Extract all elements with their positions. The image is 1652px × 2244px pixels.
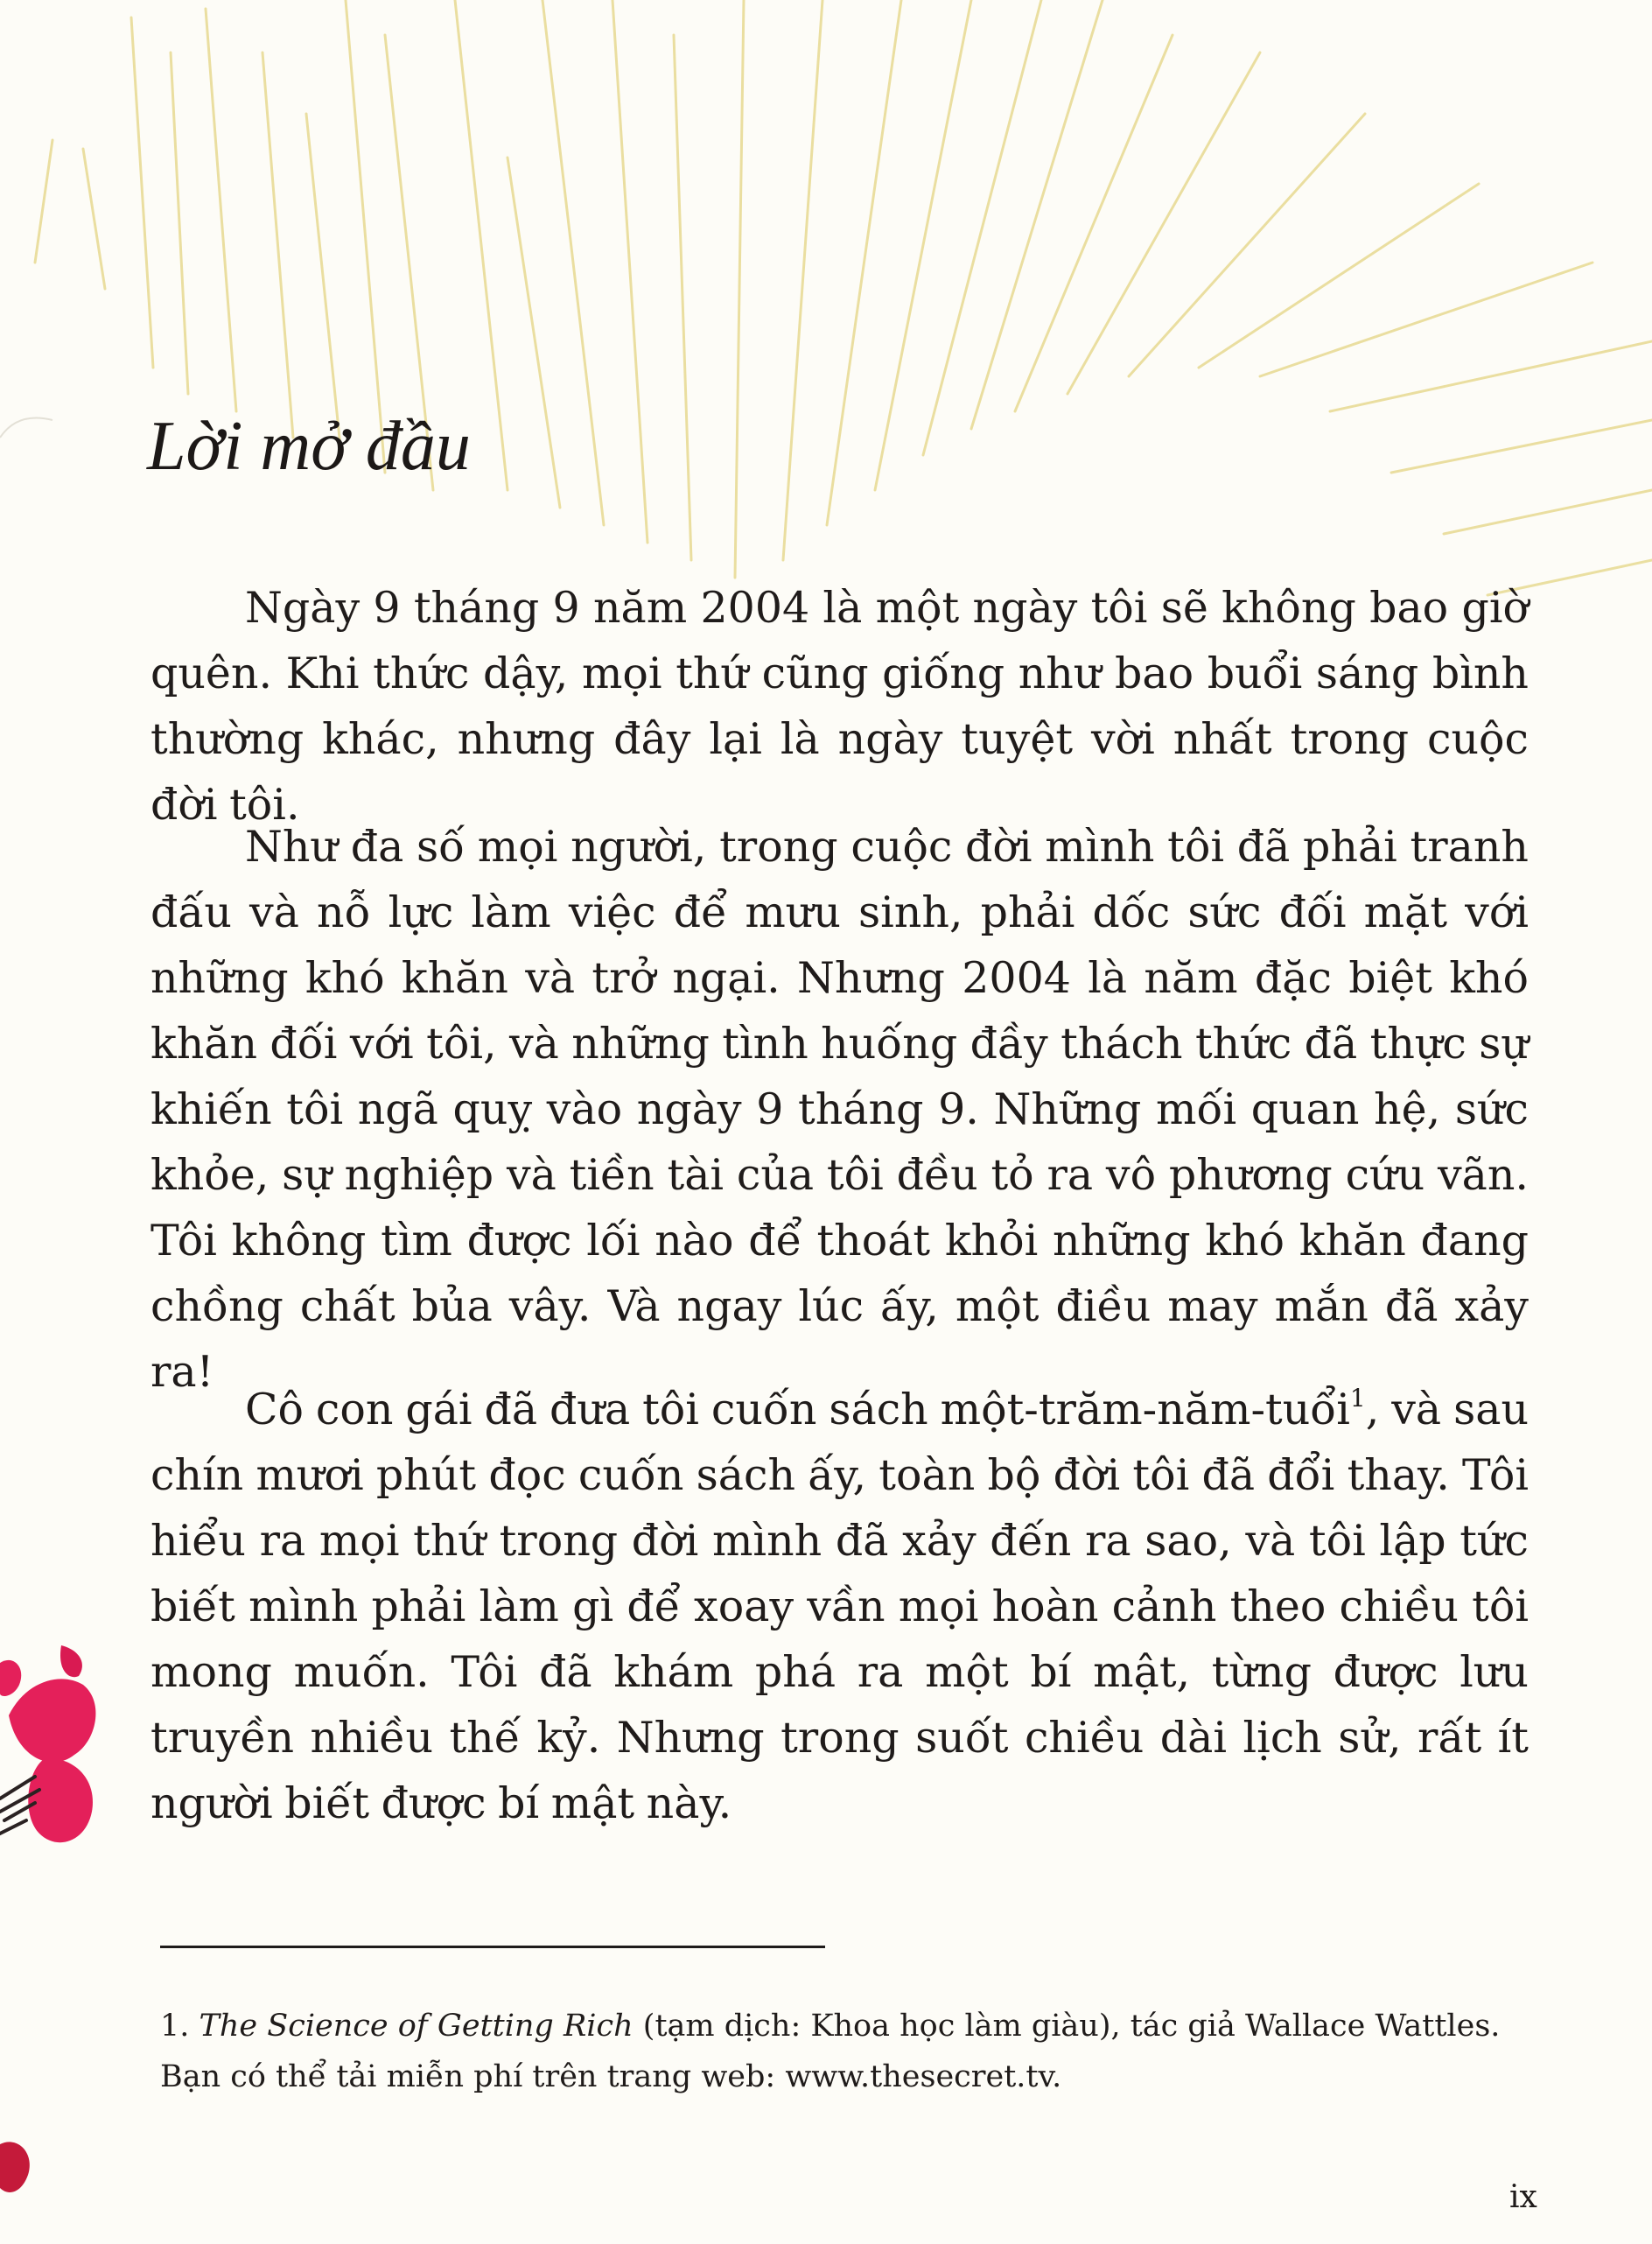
footnote-number: 1. xyxy=(160,2009,190,2044)
paragraph-2: Như đa số mọi người, trong cuộc đời mình tôi đã phải tranh đấu và nỗ lực làm việc để mưu sinh, phải dốc sức đối mặt với những khó khăn và trở ngại. Nhưng 2004 là năm đặc biệt khó khăn đối với tôi, và những tình huống đầy thách thức đã thực sự khiến tôi ngã quỵ vào ngày 9 tháng 9. Những mối quan hệ, sức khỏe, sự nghiệp và tiền tài của tôi đều tỏ ra vô phương cứu vãn. Tôi không tìm được lối nào để thoát khỏi những khó khăn đang chồng chất bủa vây. Và ngay lúc ấy, một điều may mắn đã xảy ra! xyxy=(150,822,1529,1397)
footnote-text: (tạm dịch: Khoa học làm giàu), tác giả Wallace Wattles. Bạn có thể tải miễn phí trên trang web: www.thesecret.tv. xyxy=(160,2009,1501,2094)
flower-illustration xyxy=(0,1645,114,1873)
page-number: ix xyxy=(1509,2179,1537,2215)
footnote-book-title: The Science of Getting Rich xyxy=(199,2009,634,2044)
footnote-reference: 1 xyxy=(1349,1384,1366,1413)
flower-petal-decoration xyxy=(0,2135,52,2205)
paragraph-1: Ngày 9 tháng 9 năm 2004 là một ngày tôi sẽ không bao giờ quên. Khi thức dậy, mọi thứ cũng giống như bao buổi sáng bình thường khác, nhưng đây lại là ngày tuyệt vời nhất trong cuộc đời tôi. xyxy=(150,583,1529,830)
chapter-title: Lời mở đầu xyxy=(147,408,471,485)
footnote-divider xyxy=(160,1946,825,1948)
paragraph-3 xyxy=(150,1377,1529,1836)
footnote xyxy=(160,2001,1538,2102)
paragraph-3-rest: , và sau chín mươi phút đọc cuốn sách ấy, toàn bộ đời tôi đã đổi thay. Tôi hiểu ra mọi thứ trong đời mình đã xảy đến ra sao, và tôi lập tức biết mình phải làm gì để xoay vần mọi hoàn cảnh theo chiều tôi mong muốn. Tôi đã khám phá ra một bí mật, từng được lưu truyền nhiều thế kỷ. Nhưng trong suốt chiều dài lịch sử, rất ít người biết được bí mật này. xyxy=(150,1385,1529,1828)
paragraph-3-start: Cô con gái đã đưa tôi cuốn sách một-trăm-năm-tuổi xyxy=(245,1385,1350,1434)
